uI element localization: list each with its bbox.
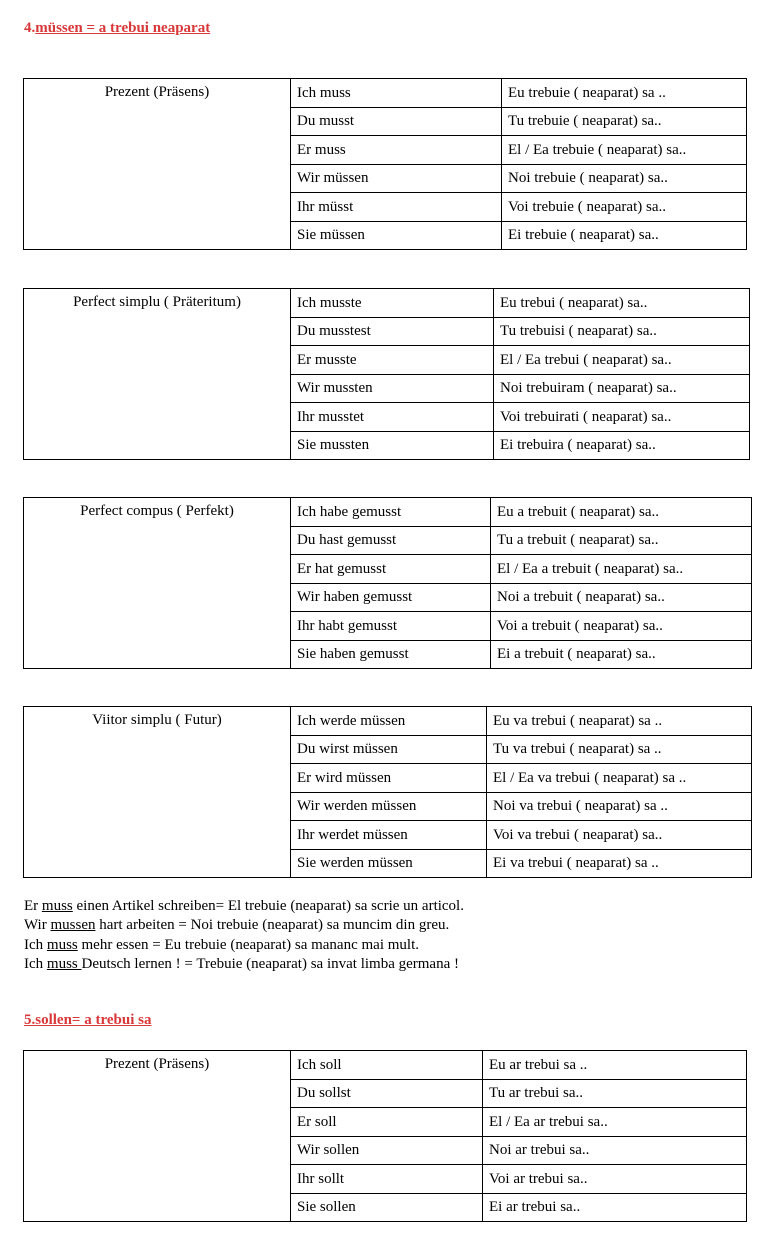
conjugation-table-praeteritum [23,288,750,460]
romanian-translation: Voi ar trebui sa.. [483,1165,747,1194]
romanian-translation: Eu va trebui ( neaparat) sa .. [487,707,752,736]
german-form: Sie mussten [291,431,494,460]
conjugation-table-perfekt [23,497,752,669]
tense-label: Perfect compus ( Perfekt) [24,498,291,669]
german-form: Ihr habt gemusst [291,612,491,641]
german-form: Wir müssen [291,164,502,193]
german-form: Du musst [291,107,502,136]
table-row [24,707,752,736]
german-form: Er musste [291,346,494,375]
example-keyword: muss [41,898,73,914]
german-form: Er muss [291,136,502,165]
german-form: Ich werde müssen [291,707,487,736]
section-title: müssen = a trebui neaparat [35,20,211,36]
example-sentences [24,897,464,974]
romanian-translation: Ei va trebui ( neaparat) sa .. [487,849,752,878]
german-form: Ihr musstet [291,403,494,432]
german-form: Ich muss [291,79,502,108]
tense-label: Perfect simplu ( Präteritum) [24,289,291,460]
romanian-translation: Noi trebuiram ( neaparat) sa.. [494,374,750,403]
section-number: 5. [24,1012,36,1028]
example-text: Wir [24,917,51,934]
example-sentence [24,916,464,935]
romanian-translation: Tu trebuisi ( neaparat) sa.. [494,317,750,346]
german-form: Sie haben gemusst [291,640,491,669]
tense-label: Prezent (Präsens) [24,1051,291,1222]
romanian-translation: El / Ea ar trebui sa.. [483,1108,747,1137]
example-keyword: muss [46,955,82,972]
example-keyword: mussen [50,917,96,934]
romanian-translation: Ei ar trebui sa.. [483,1193,747,1222]
romanian-translation: Tu ar trebui sa.. [483,1079,747,1108]
romanian-translation: Eu ar trebui sa .. [483,1051,747,1080]
table-row [24,289,750,318]
romanian-translation: Tu a trebuit ( neaparat) sa.. [491,526,752,555]
romanian-translation: Voi a trebuit ( neaparat) sa.. [491,612,752,641]
example-sentence [24,955,464,974]
romanian-translation: Tu trebuie ( neaparat) sa.. [502,107,747,136]
romanian-translation: Ei trebuira ( neaparat) sa.. [494,431,750,460]
conjugation-table-prezent [23,78,747,250]
section-heading-sollen [24,1012,151,1029]
romanian-translation: Noi ar trebui sa.. [483,1136,747,1165]
section-heading-mussen [24,20,210,37]
tense-label: Viitor simplu ( Futur) [24,707,291,878]
german-form: Du wirst müssen [291,735,487,764]
german-form: Wir mussten [291,374,494,403]
german-form: Du musstest [291,317,494,346]
german-form: Ich habe gemusst [291,498,491,527]
romanian-translation: Voi trebuie ( neaparat) sa.. [502,193,747,222]
romanian-translation: Voi trebuirati ( neaparat) sa.. [494,403,750,432]
german-form: Er wird müssen [291,764,487,793]
romanian-translation: Ei trebuie ( neaparat) sa.. [502,221,747,250]
romanian-translation: Noi a trebuit ( neaparat) sa.. [491,583,752,612]
romanian-translation: Eu trebui ( neaparat) sa.. [494,289,750,318]
conjugation-table-sollen-prezent [23,1050,747,1222]
german-form: Sie sollen [291,1193,483,1222]
german-form: Ich musste [291,289,494,318]
section-title: sollen= a trebui sa [35,1012,152,1028]
romanian-translation: Eu trebuie ( neaparat) sa .. [502,79,747,108]
romanian-translation: Noi va trebui ( neaparat) sa .. [487,792,752,821]
example-keyword: muss [46,936,78,953]
tense-label: Prezent (Präsens) [24,79,291,250]
table-row [24,79,747,108]
example-sentence [24,936,464,955]
german-form: Sie müssen [291,221,502,250]
german-form: Ich soll [291,1051,483,1080]
example-text: mehr essen = Eu trebuie (neaparat) sa mananc mai mult. [77,936,419,953]
german-form: Wir haben gemusst [291,583,491,612]
example-text: Ich [24,955,47,972]
german-form: Wir werden müssen [291,792,487,821]
german-form: Er soll [291,1108,483,1137]
german-form: Du sollst [291,1079,483,1108]
example-sentence [24,897,464,916]
german-form: Sie werden müssen [291,849,487,878]
conjugation-table-futur [23,706,752,878]
romanian-translation: Eu a trebuit ( neaparat) sa.. [491,498,752,527]
romanian-translation: Tu va trebui ( neaparat) sa .. [487,735,752,764]
section-number: 4. [24,20,36,36]
german-form: Wir sollen [291,1136,483,1165]
example-text: einen Artikel schreiben= El trebuie (neaparat) sa scrie un articol. [72,898,464,914]
german-form: Ihr müsst [291,193,502,222]
german-form: Du hast gemusst [291,526,491,555]
german-form: Ihr sollt [291,1165,483,1194]
romanian-translation: El / Ea trebui ( neaparat) sa.. [494,346,750,375]
romanian-translation: El / Ea a trebuit ( neaparat) sa.. [491,555,752,584]
example-text: Er [24,898,42,914]
german-form: Er hat gemusst [291,555,491,584]
romanian-translation: Ei a trebuit ( neaparat) sa.. [491,640,752,669]
table-row [24,498,752,527]
example-text: Ich [24,936,47,953]
romanian-translation: El / Ea va trebui ( neaparat) sa .. [487,764,752,793]
romanian-translation: Noi trebuie ( neaparat) sa.. [502,164,747,193]
table-row [24,1051,747,1080]
example-text: Deutsch lernen ! = Trebuie (neaparat) sa invat limba germana ! [81,955,459,972]
romanian-translation: El / Ea trebuie ( neaparat) sa.. [502,136,747,165]
example-text: hart arbeiten = Noi trebuie (neaparat) sa muncim din greu. [95,917,450,934]
german-form: Ihr werdet müssen [291,821,487,850]
romanian-translation: Voi va trebui ( neaparat) sa.. [487,821,752,850]
